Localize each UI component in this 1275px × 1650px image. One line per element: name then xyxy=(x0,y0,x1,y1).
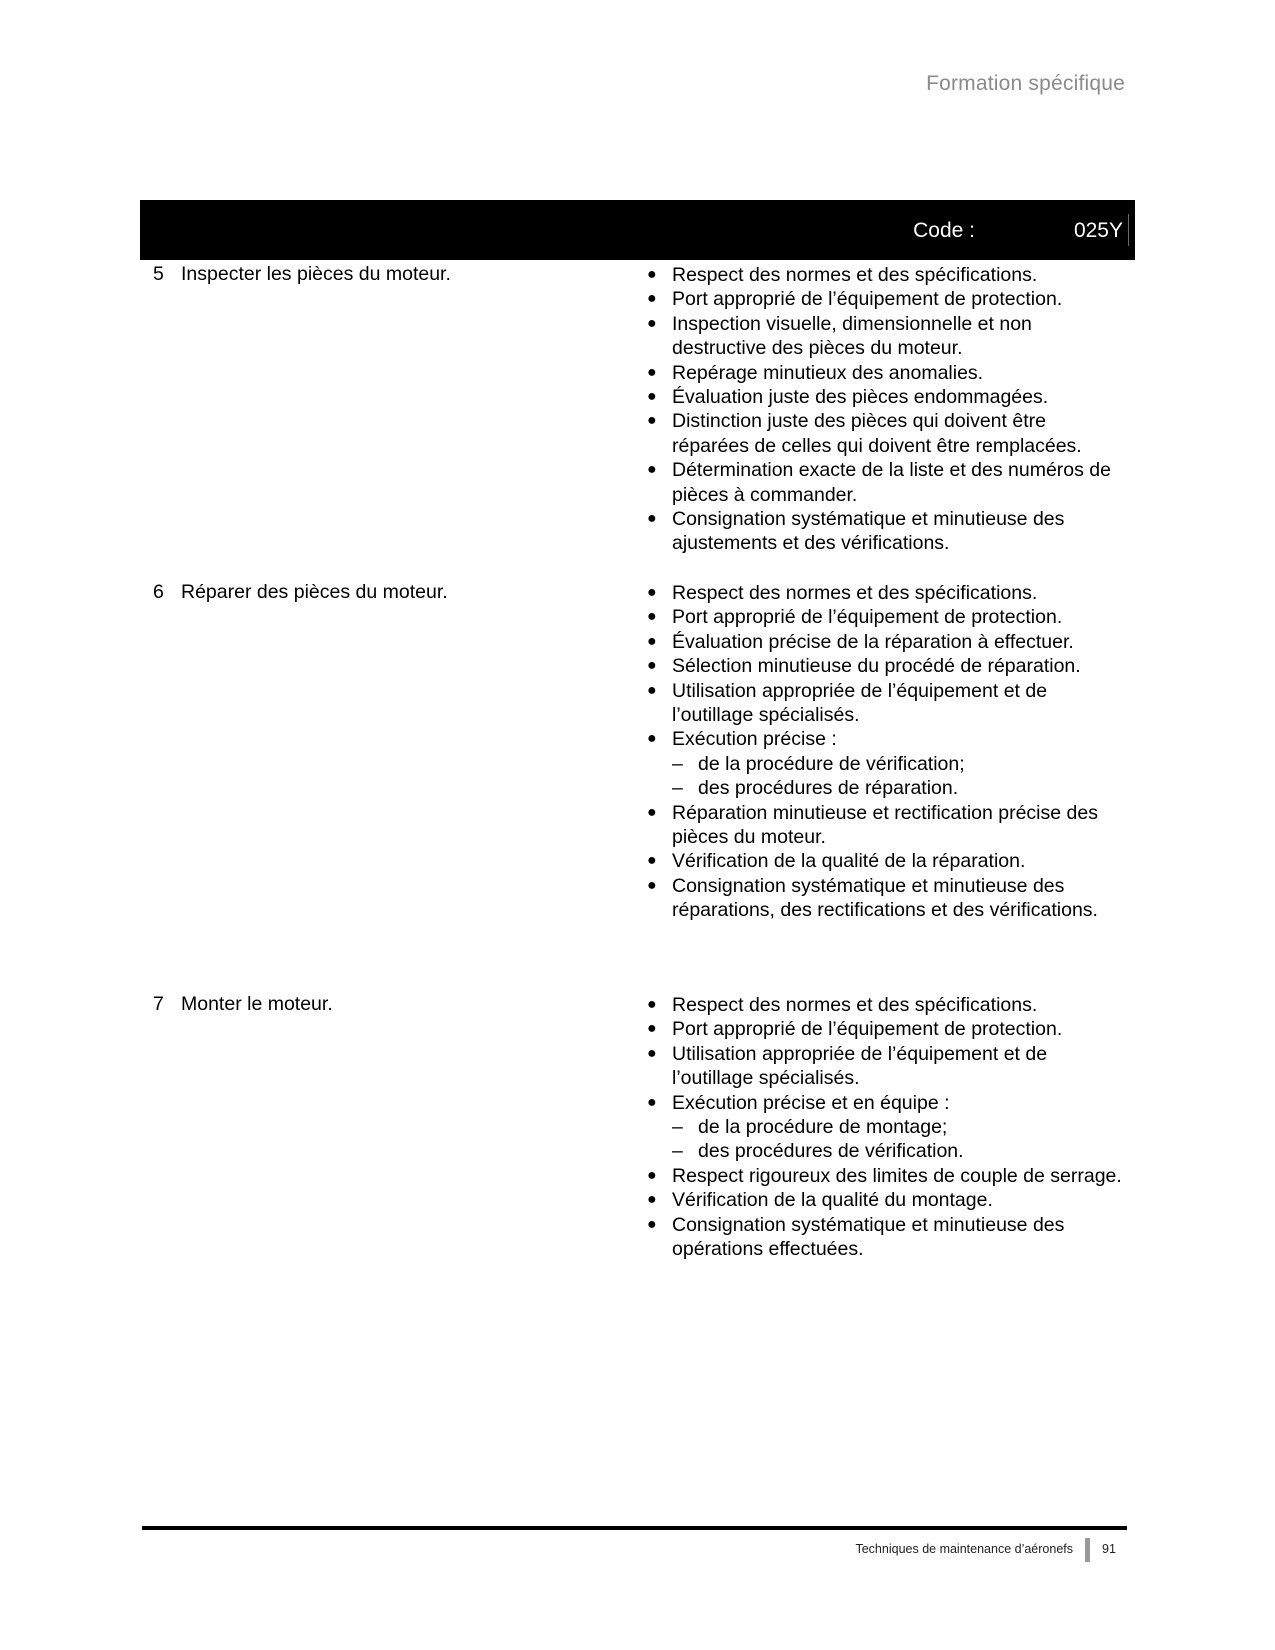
criterion-text: Port approprié de l’équipement de protection. xyxy=(672,1018,1063,1041)
page-number: 91 xyxy=(1102,1542,1116,1556)
criteria-list xyxy=(645,263,1125,556)
bullet-icon: ● xyxy=(647,996,657,1013)
bullet-icon: ● xyxy=(647,803,657,821)
criteria-list xyxy=(645,581,1125,923)
sub-criterion-item xyxy=(672,776,1125,800)
criterion-text: Exécution précise : xyxy=(672,728,837,751)
criterion-text: Distinction juste des pièces qui doivent être réparées de celles qui doivent être remplacées. xyxy=(672,410,1082,457)
task-title: Inspecter les pièces du moteur. xyxy=(181,263,451,285)
bullet-icon: ● xyxy=(647,681,657,699)
bullet-icon: ● xyxy=(647,1020,657,1038)
bullet-icon: ● xyxy=(647,388,657,406)
bullet-icon: ● xyxy=(647,584,657,601)
code-divider xyxy=(1128,214,1129,246)
dash-icon: – xyxy=(672,1116,683,1139)
sub-criterion-item xyxy=(672,1139,1125,1163)
task-number: 6 xyxy=(153,581,164,603)
criterion-text: Utilisation appropriée de l’équipement et de l’outillage spécialisés. xyxy=(672,1042,1048,1090)
dash-icon: – xyxy=(672,1140,683,1163)
criterion-item xyxy=(645,312,1125,361)
criterion-item xyxy=(645,361,1125,385)
criterion-item xyxy=(645,385,1125,409)
code-value: 025Y xyxy=(1073,219,1123,242)
bullet-icon: ● xyxy=(647,852,657,870)
criterion-text: Consignation systématique et minutieuse des réparations, des rectifications et des vérifications. xyxy=(672,874,1098,922)
bullet-icon: ● xyxy=(647,657,657,675)
running-header-title: Formation spécifique xyxy=(926,72,1125,95)
code-banner xyxy=(140,200,1135,260)
criterion-text: Détermination exacte de la liste et des numéros de pièces à commander. xyxy=(672,459,1111,506)
criterion-text: Réparation minutieuse et rectification précise des pièces du moteur. xyxy=(672,801,1098,849)
sub-criterion-text: des procédures de réparation. xyxy=(698,777,959,800)
criterion-text: Consignation systématique et minutieuse des opérations effectuées. xyxy=(672,1213,1065,1261)
criterion-item xyxy=(645,581,1125,605)
criterion-item xyxy=(645,1091,1125,1164)
bullet-icon: ● xyxy=(647,1044,657,1062)
criterion-text: Consignation systématique et minutieuse des ajustements et des vérifications. xyxy=(672,508,1065,555)
criterion-text: Vérification de la qualité du montage. xyxy=(672,1189,993,1212)
criterion-text: Repérage minutieux des anomalies. xyxy=(672,361,984,384)
criterion-text: Évaluation précise de la réparation à effectuer. xyxy=(672,630,1074,653)
bullet-icon: ● xyxy=(647,730,657,748)
criterion-text: Port approprié de l’équipement de protection. xyxy=(672,288,1063,311)
criterion-item xyxy=(645,849,1125,873)
sub-criterion-item xyxy=(672,1115,1125,1139)
criterion-item xyxy=(645,1042,1125,1091)
criterion-text: Inspection visuelle, dimensionnelle et non destructive des pièces du moteur. xyxy=(672,312,1032,360)
task-number: 7 xyxy=(153,993,164,1015)
bullet-icon: ● xyxy=(647,461,657,479)
sub-criterion-text: des procédures de vérification. xyxy=(698,1140,964,1163)
bullet-icon: ● xyxy=(647,290,657,308)
criterion-text: Évaluation juste des pièces endommagées. xyxy=(672,386,1049,409)
criterion-text: Respect des normes et des spécifications. xyxy=(672,264,1038,286)
criterion-item xyxy=(645,679,1125,728)
criterion-item xyxy=(645,263,1125,287)
dash-icon: – xyxy=(672,752,683,775)
criterion-item xyxy=(645,1188,1125,1212)
sub-criterion-text: de la procédure de vérification; xyxy=(698,752,965,775)
bullet-icon: ● xyxy=(647,632,657,650)
sub-criteria-list xyxy=(672,1115,1125,1164)
task-heading xyxy=(153,262,623,286)
code-label: Code : xyxy=(913,219,975,242)
bullet-icon: ● xyxy=(647,1093,657,1111)
criterion-item xyxy=(645,605,1125,629)
task-heading xyxy=(153,580,623,604)
criterion-text: Respect des normes et des spécifications. xyxy=(672,994,1038,1016)
task-heading xyxy=(153,992,623,1016)
criterion-item xyxy=(645,727,1125,800)
criterion-text: Port approprié de l’équipement de protection. xyxy=(672,606,1063,629)
criterion-item xyxy=(645,458,1125,507)
criterion-item xyxy=(645,654,1125,678)
criteria-list xyxy=(645,993,1125,1261)
task-number: 5 xyxy=(153,263,164,285)
bullet-icon: ● xyxy=(647,1166,657,1184)
sub-criterion-item xyxy=(672,752,1125,776)
bullet-icon: ● xyxy=(647,363,657,381)
criterion-text: Utilisation appropriée de l’équipement et de l’outillage spécialisés. xyxy=(672,679,1048,727)
criterion-text: Vérification de la qualité de la réparation. xyxy=(672,850,1026,873)
criterion-text: Respect des normes et des spécifications. xyxy=(672,582,1038,604)
criterion-item xyxy=(645,993,1125,1017)
bullet-icon: ● xyxy=(647,608,657,626)
footer-rule xyxy=(142,1526,1127,1530)
criterion-text: Respect rigoureux des limites de couple de serrage. xyxy=(672,1164,1122,1187)
bullet-icon: ● xyxy=(647,876,657,894)
bullet-icon: ● xyxy=(647,314,657,332)
criterion-item xyxy=(645,409,1125,458)
criterion-item xyxy=(645,630,1125,654)
task-title: Monter le moteur. xyxy=(181,993,333,1015)
bullet-icon: ● xyxy=(647,510,657,528)
footer-separator xyxy=(1085,1538,1090,1562)
criterion-item xyxy=(645,1017,1125,1041)
sub-criterion-text: de la procédure de montage; xyxy=(698,1116,948,1139)
criterion-item xyxy=(645,287,1125,311)
criterion-item xyxy=(645,801,1125,850)
task-title: Réparer des pièces du moteur. xyxy=(181,581,448,603)
sub-criteria-list xyxy=(672,752,1125,801)
criterion-item xyxy=(645,507,1125,556)
criterion-text: Sélection minutieuse du procédé de réparation. xyxy=(672,655,1081,678)
criterion-item xyxy=(645,874,1125,923)
bullet-icon: ● xyxy=(647,266,657,283)
criterion-item xyxy=(645,1213,1125,1262)
bullet-icon: ● xyxy=(647,1215,657,1233)
criterion-item xyxy=(645,1164,1125,1188)
dash-icon: – xyxy=(672,777,683,800)
footer-title: Techniques de maintenance d’aéronefs xyxy=(855,1542,1073,1556)
bullet-icon: ● xyxy=(647,1191,657,1209)
bullet-icon: ● xyxy=(647,412,657,430)
criterion-text: Exécution précise et en équipe : xyxy=(672,1091,950,1114)
